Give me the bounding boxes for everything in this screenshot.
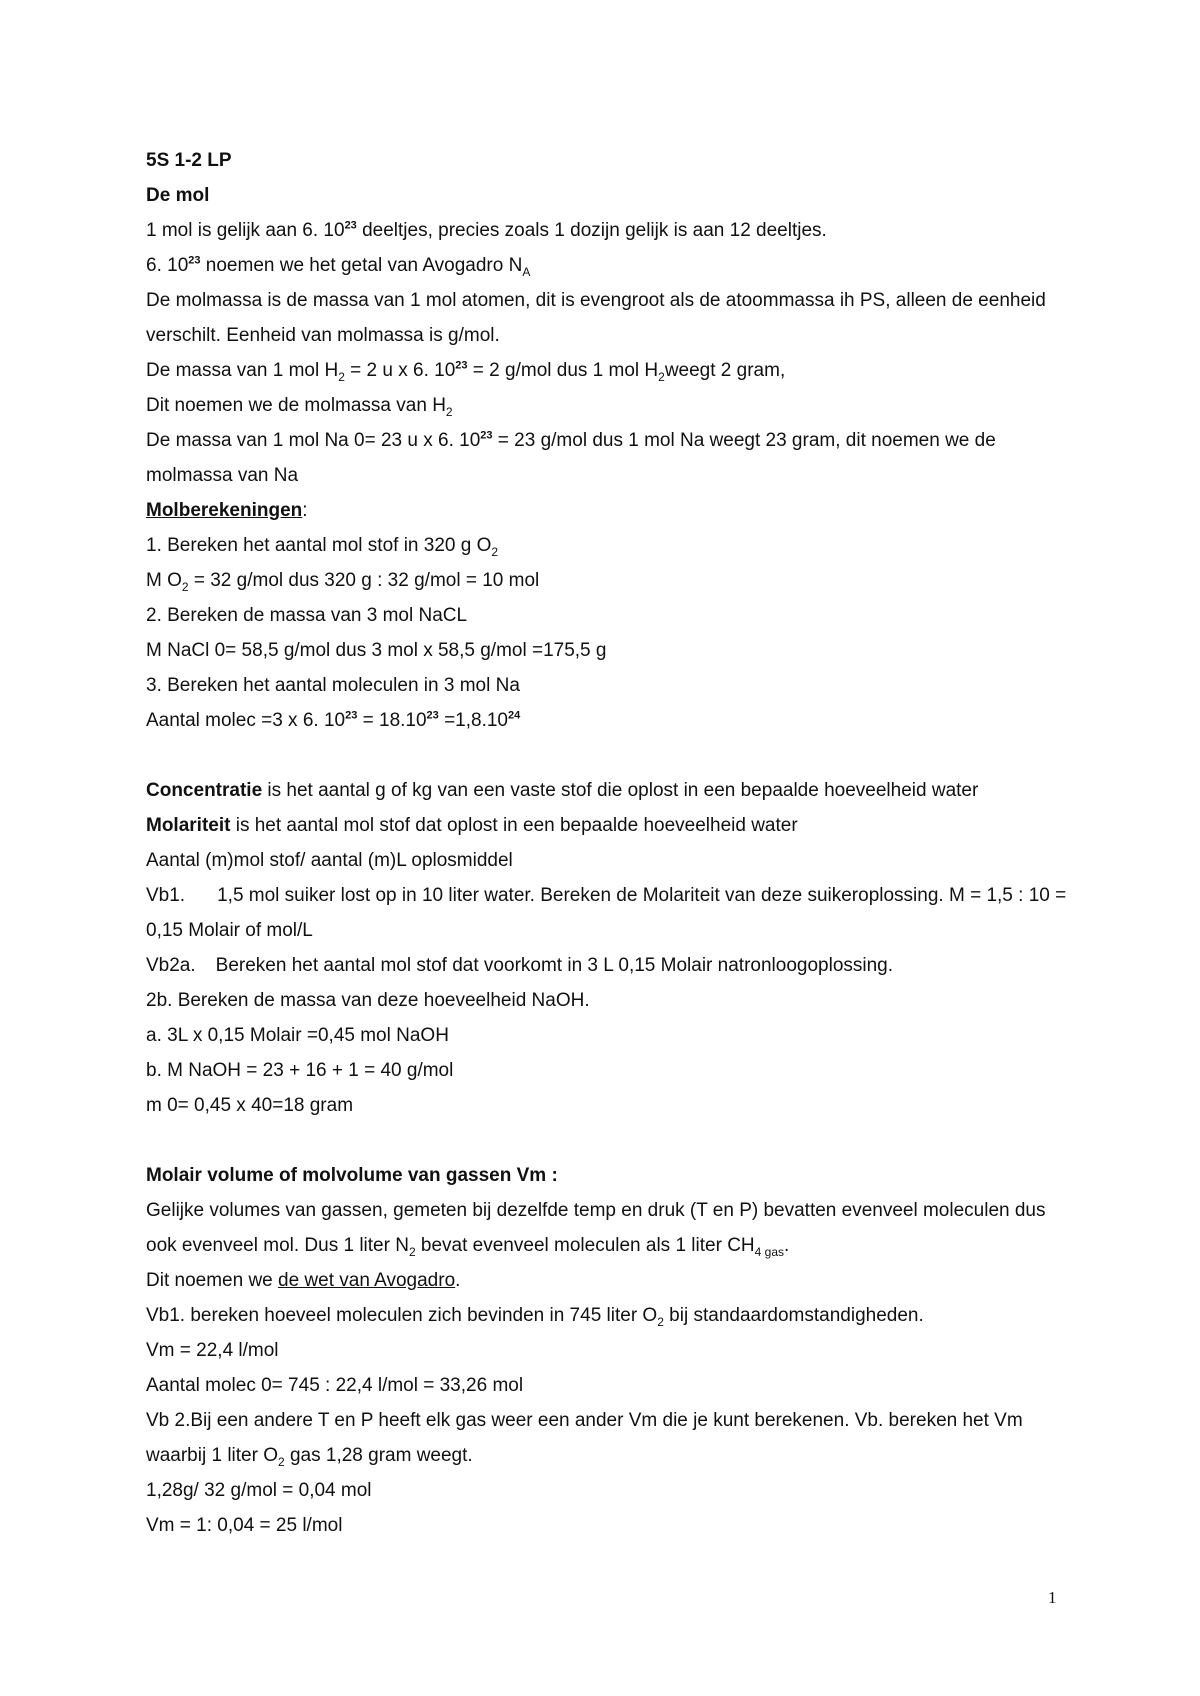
vm-standard: Vm = 22,4 l/mol bbox=[146, 1340, 279, 1361]
answer-3: Aantal molec =3 x 6. $10^{23} = 18.10^{23} =1,8.10^{24}$ bbox=[146, 709, 521, 731]
document-body bbox=[146, 143, 1076, 1543]
h2-mass-line: De massa van 1 mol $H_2 = 2$ u x 6. $10^{23} = 2$ g/mol dus 1 mol $H_2weegt$ 2 gram, bbox=[146, 359, 786, 384]
answer-b: b. M NaOH = 23 + 16 + 1 = 40 g/mol bbox=[146, 1060, 454, 1081]
concentratie-definition: Concentratie is het aantal g of kg van een vaste stof die oplost in een bepaalde hoeveelheid water bbox=[146, 780, 979, 801]
blank-line bbox=[146, 1123, 1076, 1158]
example-vb1-gas: Vb1. bereken hoeveel moleculen zich bevinden in 745 liter $O_2$ bij standaardomstandigheden. bbox=[146, 1305, 924, 1329]
page-number: 1 bbox=[1048, 1588, 1057, 1607]
answer-2: M NaCl 0= 58,5 g/mol dus 3 mol x 58,5 g/mol =175,5 g bbox=[146, 640, 607, 661]
section-title-molberekeningen: Molberekeningen: bbox=[146, 500, 308, 521]
document-header: 5S 1-2 LP bbox=[146, 150, 232, 171]
example-vb2-gas: Vb 2.Bij een andere T en P heeft elk gas weer een ander Vm die je kunt berekenen. Vb. bereken het Vm waarbij 1 liter $O_2$ gas 1,28 gram weegt. bbox=[146, 1410, 1023, 1469]
question-3: 3. Bereken het aantal moleculen in 3 mol Na bbox=[146, 675, 520, 696]
section-title-molair-volume: Molair volume of molvolume van gassen Vm : bbox=[146, 1165, 558, 1186]
calc-line-1: 1,28g/ 32 g/mol = 0,04 mol bbox=[146, 1480, 372, 1501]
example-vb2a: Vb2a. Bereken het aantal mol stof dat voorkomt in 3 L 0,15 Molair natronloogoplossing. bbox=[146, 955, 894, 976]
blank-line bbox=[146, 738, 1076, 773]
wet-van-avogadro-term: de wet van Avogadro bbox=[278, 1270, 456, 1291]
example-vb2b: 2b. Bereken de massa van deze hoeveelheid NaOH. bbox=[146, 990, 590, 1011]
calc-line-2: Vm = 1: 0,04 = 25 l/mol bbox=[146, 1515, 343, 1536]
question-1: 1. Bereken het aantal mol stof in 320 g $O_2$ bbox=[146, 535, 499, 559]
answer-1: M $O_2 = 32$ g/mol dus 320 g : 32 g/mol = 10 mol bbox=[146, 570, 540, 594]
aantal-molec-line: Aantal molec 0= 745 : 22,4 l/mol = 33,26 mol bbox=[146, 1375, 524, 1396]
na-mass-line: De massa van 1 mol Na 0= 23 u x 6. $10^{23} = 23$ g/mol dus 1 mol Na weegt 23 gram, dit noemen we de molmassa van Na bbox=[146, 429, 996, 486]
avogadro-number-line: 6. $10^{23}$ noemen we het getal van Avogadro $N_A$ bbox=[146, 254, 531, 279]
h2-molmassa-line: Dit noemen we de molmassa van $H_2$ bbox=[146, 395, 453, 419]
mol-definition: 1 mol is gelijk aan 6. $10^{23}$ deeltjes, precies zoals 1 dozijn gelijk is aan 12 deeltjes. bbox=[146, 219, 827, 241]
molariteit-definition: Molariteit is het aantal mol stof dat oplost in een bepaalde hoeveelheid water bbox=[146, 815, 798, 836]
example-vb1: Vb1. 1,5 mol suiker lost op in 10 liter water. Bereken de Molariteit van deze suikeroplossing. M = 1,5 : 10 = 0,15 Molair of mol/L bbox=[146, 885, 1067, 941]
avogadro-law-paragraph: Gelijke volumes van gassen, gemeten bij dezelfde temp en druk (T en P) bevatten evenveel moleculen dus ook evenveel mol. Dus 1 liter $N_2$ bevat evenveel moleculen als 1 liter $CH_{4 gas}$. bbox=[146, 1200, 1046, 1259]
question-2: 2. Bereken de massa van 3 mol NaCL bbox=[146, 605, 468, 626]
wet-van-avogadro-line: Dit noemen we de wet van Avogadro. bbox=[146, 1270, 461, 1291]
answer-a: a. 3L x 0,15 Molair =0,45 mol NaOH bbox=[146, 1025, 449, 1046]
answer-m: m 0= 0,45 x 40=18 gram bbox=[146, 1095, 354, 1116]
section-title-de-mol: De mol bbox=[146, 185, 210, 206]
molariteit-formula: Aantal (m)mol stof/ aantal (m)L oplosmiddel bbox=[146, 850, 513, 871]
molmassa-definition: De molmassa is de massa van 1 mol atomen, dit is evengroot als de atoommassa ih PS, alleen de eenheid verschilt. Eenheid van molmassa is g/mol. bbox=[146, 290, 1046, 346]
